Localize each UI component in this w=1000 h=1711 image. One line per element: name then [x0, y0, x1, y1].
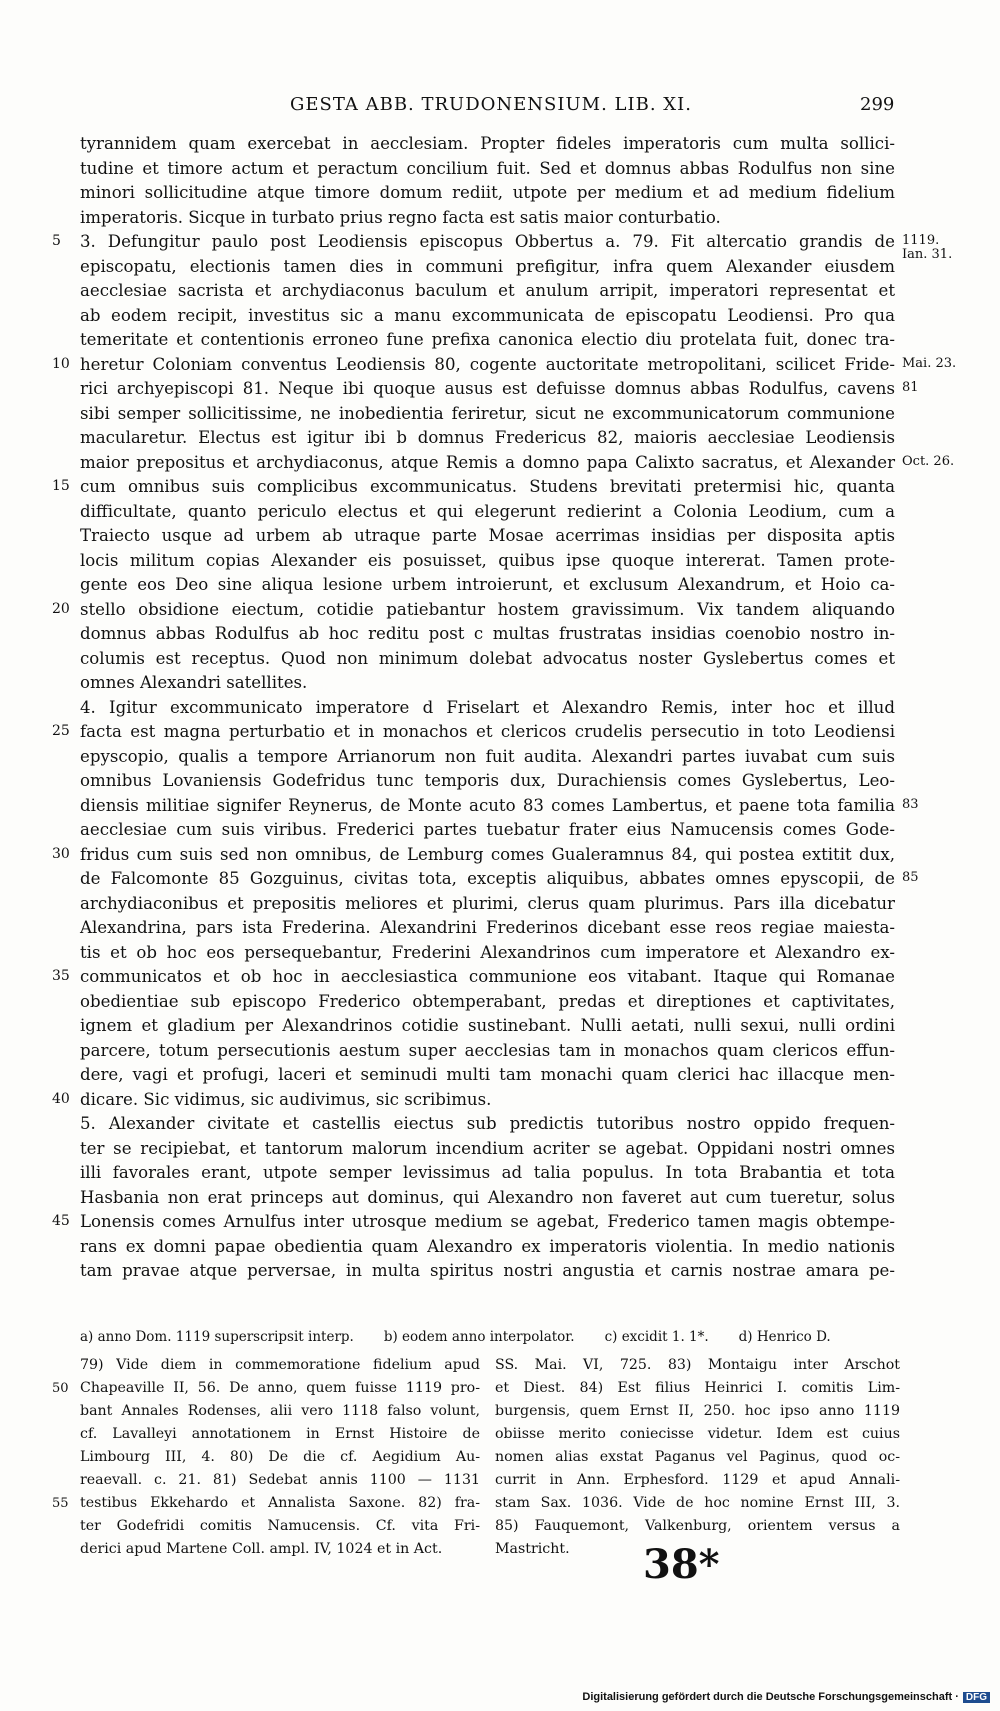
text-line [0, 990, 1000, 1015]
line-text: tyrannidem quam exercebat in aecclesiam. Propter fideles imperatoris cum multa sollici- [80, 134, 895, 153]
margin-note: 85 [902, 870, 919, 885]
main-text [0, 132, 1000, 1284]
line-text: illi favorales erant, utpote semper levissimus ad talia populus. In tota Brabantia et tota [80, 1163, 895, 1182]
line-text: Traiecto usque ad urbem ab utraque parte Mosae acerrimas insidias per disposita aptis [80, 526, 895, 545]
text-line [0, 475, 1000, 500]
text-line [0, 769, 1000, 794]
line-text: epyscopio, qualis a tempore Arrianorum non fuit audita. Alexandri partes iuvabat cum suis [80, 746, 895, 766]
line-number: 55 [52, 1496, 69, 1511]
text-line [0, 1161, 1000, 1186]
text-line [0, 1112, 1000, 1137]
footnote-line [0, 1377, 1000, 1400]
margin-note: Mai. 23. [902, 355, 957, 371]
line-number: 40 [52, 1090, 70, 1107]
text-line [0, 1235, 1000, 1260]
line-number: 25 [52, 723, 70, 739]
line-number: 45 [52, 1213, 70, 1229]
signature-mark: 38* [643, 1541, 720, 1588]
digitization-credit [500, 1691, 990, 1703]
footnote-right-column: currit in Ann. Erphesford. 1129 et apud Annali- [495, 1472, 900, 1488]
text-line [0, 279, 1000, 304]
text-line [0, 328, 1000, 353]
text-line [0, 843, 1000, 868]
line-text: Alexandrina, pars ista Frederina. Alexandrini Frederinos dicebant esse reos regiae maiesta- [80, 918, 895, 937]
margin-note: Oct. 26. [902, 453, 955, 469]
line-text: dere, vagi et profugi, laceri et seminudi multi tam monachi quam clerici hac illacque men- [80, 1065, 895, 1084]
text-line [0, 1014, 1000, 1039]
line-text: locis militum copias Alexander eis posuisset, quibus ipse quoque intererat. Tamen prote- [80, 550, 895, 570]
footnote-line [0, 1423, 1000, 1446]
footnote-left-column: Limbourg III, 4. 80) De die cf. Aegidium Au- [80, 1449, 480, 1465]
footnote-line [0, 1469, 1000, 1492]
line-text: parcere, totum persecutionis aestum super aecclesias tam in monachos quam clericos effun- [80, 1040, 895, 1060]
line-text: ignem et gladium per Alexandrinos cotidie sustinebant. Nulli aetati, nulli sexui, nulli ordini [80, 1016, 895, 1035]
line-text: difficultate, quanto periculo electus et qui elegerunt redierint a Colonia Leodium, cum a [80, 501, 895, 521]
text-line [0, 426, 1000, 451]
line-number: 50 [52, 1381, 69, 1396]
line-text: 3. Defungitur paulo post Leodiensis episcopus Obbertus a. 79. Fit altercatio grandis de [80, 232, 895, 251]
text-line [0, 524, 1000, 549]
line-text: aecclesiae cum suis viribus. Frederici partes tuebatur frater eius Namucensis comes Gode- [80, 820, 895, 839]
text-line [0, 132, 1000, 157]
line-text: rici archyepiscopi 81. Neque ibi quoque ausus est defuisse domnus abbas Rodulfus, cavens [80, 379, 895, 398]
line-text: Lonensis comes Arnulfus inter utrosque medium se agebat, Frederico tamen magis obtempe- [80, 1212, 895, 1231]
text-line [0, 377, 1000, 402]
textual-note: c) excidit 1. 1*. [604, 1329, 709, 1345]
footnote-line [0, 1354, 1000, 1377]
line-text: columis est receptus. Quod non minimum dolebat advocatus noster Gyslebertus comes et [80, 648, 895, 668]
line-text: archydiaconibus et prepositis meliores et plurimi, clerus quam plurimus. Pars illa dicebatur [80, 893, 895, 913]
line-text: cum omnibus suis complicibus excommunicatus. Studens brevitati pretermisi hic, quanta [80, 477, 895, 496]
textual-note: d) Henrico D. [738, 1329, 831, 1345]
line-text: domnus abbas Rodulfus ab hoc reditu post c multas frustratas insidias coenobio nostro in- [80, 624, 895, 643]
text-line [0, 818, 1000, 843]
page-number: 299 [860, 94, 895, 115]
line-text: gente eos Deo sine aliqua lesione urbem introierunt, et exclusum Alexandrum, et Hoio ca- [80, 575, 895, 594]
line-text: obedientiae sub episcopo Frederico obtemperabant, predas et direptiones et captivitates, [80, 991, 895, 1011]
line-text: macularetur. Electus est igitur ibi b domnus Fredericus 82, maioris aecclesiae Leodiensis [80, 428, 895, 447]
margin-note-secondary: Ian. 31. [902, 247, 953, 262]
line-text: ab eodem recipit, investitus sic a manu excommunicata de episcopatu Leodiensi. Pro qua [80, 305, 895, 325]
line-text: de Falcomonte 85 Gozguinus, civitas tota, exceptis aliquibus, abbates omnes epyscopii, de [80, 869, 895, 888]
text-line [0, 647, 1000, 672]
textual-notes [80, 1329, 861, 1345]
line-text: episcopatu, electionis tamen dies in communi prefigitur, infra quem Alexander eiusdem [80, 256, 895, 276]
text-line [0, 671, 1000, 696]
text-line [0, 1210, 1000, 1235]
footnote-left-column: ter Godefridi comitis Namucensis. Cf. vita Fri- [80, 1518, 480, 1534]
credit-text: Digitalisierung gefördert durch die Deutsche Forschungsgemeinschaft · [582, 1691, 959, 1703]
line-text: rans ex domni papae obedientia quam Alexandro ex imperatoris violentia. In medio nationis [80, 1236, 895, 1256]
footnote-right-column: obiisse merito coniecisse videtur. Idem est cuius [495, 1426, 900, 1442]
line-text: diensis militiae signifer Reynerus, de Monte acuto 83 comes Lambertus, et paene tota familia [80, 795, 895, 815]
footnote-line [0, 1492, 1000, 1515]
text-line [0, 1259, 1000, 1284]
running-title: GESTA ABB. TRUDONENSIUM. LIB. XI. [290, 94, 692, 115]
text-line [0, 696, 1000, 721]
text-line [0, 941, 1000, 966]
text-line [0, 230, 1000, 262]
line-text: omnibus Lovaniensis Godefridus tunc temporis dux, Durachiensis comes Gyslebertus, Leo- [80, 771, 895, 790]
text-line [0, 720, 1000, 745]
text-line [0, 598, 1000, 623]
footnote-left-column: 79) Vide diem in commemoratione fidelium apud [80, 1357, 480, 1373]
footnote-line [0, 1538, 1000, 1561]
text-line [0, 353, 1000, 378]
footnote-line [0, 1446, 1000, 1469]
text-line [0, 965, 1000, 990]
footnote-line [0, 1400, 1000, 1423]
line-text: stello obsidione eiectum, cotidie patiebantur hostem gravissimum. Vix tandem aliquando [80, 599, 895, 619]
margin-note: 81 [902, 380, 919, 395]
text-line [0, 1063, 1000, 1088]
line-number: 20 [52, 600, 70, 617]
line-text: dicare. Sic vidimus, sic audivimus, sic scribimus. [80, 1089, 492, 1109]
line-text: minori sollicitudine atque timore domum rediit, utpote per medium et ad medium fidelium [80, 183, 895, 202]
text-line [0, 1137, 1000, 1162]
text-line [0, 157, 1000, 182]
footnote-right-column: nomen alias exstat Paganus vel Paginus, quod oc- [495, 1449, 900, 1465]
line-text: ter se recipiebat, et tantorum malorum incendium acriter se agebat. Oppidani nostri omnes [80, 1138, 895, 1158]
text-line [0, 573, 1000, 598]
line-text: tudine et timore actum et peractum concilium fuit. Sed et domnus abbas Rodulfus non sine [80, 158, 895, 178]
text-line [0, 794, 1000, 819]
text-line [0, 304, 1000, 329]
line-text: maior prepositus et archydiaconus, atque Remis a domno papa Calixto sacratus, et Alexander [80, 452, 895, 472]
footnote-left-column: reaevall. c. 21. 81) Sedebat annis 1100 — 1131 [80, 1472, 480, 1488]
text-line [0, 892, 1000, 917]
line-text: 5. Alexander civitate et castellis eiectus sub predictis tutoribus nostro oppido frequen- [80, 1114, 895, 1133]
text-line [0, 181, 1000, 206]
line-text: communicatos et ob hoc in aecclesiastica communione eos vitabant. Itaque qui Romanae [80, 967, 895, 986]
line-number: 35 [52, 968, 70, 984]
text-line [0, 1186, 1000, 1211]
footnotes [0, 1354, 1000, 1561]
line-text: aecclesiae sacrista et archydiaconus baculum et anulum arripit, imperatori representat et [80, 281, 895, 300]
margin-note: 1119. [902, 233, 940, 248]
text-line [0, 1039, 1000, 1064]
line-text: tam pravae atque perversae, in multa spiritus nostri angustia et carnis nostrae amara pe- [80, 1261, 895, 1280]
textual-note: a) anno Dom. 1119 superscripsit interp. [80, 1329, 354, 1345]
text-line [0, 206, 1000, 231]
text-line [0, 622, 1000, 647]
line-text: temeritate et contentionis erroneo fune prefixa canonica electio diu protelata fuit, donec tra- [80, 330, 895, 349]
running-header [0, 94, 1000, 120]
footnote-left-column: testibus Ekkehardo et Annalista Saxone. 82) fra- [80, 1495, 480, 1511]
line-text: heretur Coloniam conventus Leodiensis 80, cogente auctoritate metropolitani, scilicet Fride- [80, 354, 895, 374]
text-line [0, 916, 1000, 941]
margin-note: 83 [902, 796, 919, 812]
line-text: sibi semper sollicitissime, ne inobedientia feriretur, sicut ne excommunicatorum communione [80, 403, 895, 423]
line-number: 30 [52, 845, 70, 862]
footnote-right-column: burgensis, quem Ernst II, 250. hoc ipso anno 1119 [495, 1403, 900, 1419]
footnote-line [0, 1515, 1000, 1538]
text-line [0, 451, 1000, 476]
line-text: imperatoris. Sicque in turbato prius regno facta est satis maior conturbatio. [80, 207, 721, 227]
footnote-right-column: SS. Mai. VI, 725. 83) Montaigu inter Arschot [495, 1357, 900, 1373]
footnote-right-column: stam Sax. 1036. Vide de hoc nomine Ernst III, 3. [495, 1495, 900, 1511]
text-line [0, 402, 1000, 427]
text-line [0, 1088, 1000, 1113]
text-line [0, 255, 1000, 280]
line-text: omnes Alexandri satellites. [80, 673, 308, 692]
footnote-right-column: Mastricht. [495, 1541, 570, 1557]
dfg-logo-icon: DFG [963, 1692, 990, 1703]
line-text: 4. Igitur excommunicato imperatore d Friselart et Alexandro Remis, inter hoc et illud [80, 697, 895, 717]
text-line [0, 549, 1000, 574]
textual-note: b) eodem anno interpolator. [383, 1329, 575, 1345]
line-number: 15 [52, 478, 70, 494]
footnote-left-column: derici apud Martene Coll. ampl. IV, 1024 et in Act. [80, 1541, 443, 1557]
footnote-right-column: 85) Fauquemont, Valkenburg, orientem versus a [495, 1518, 900, 1534]
footnote-left-column: bant Annales Rodenses, alii vero 1118 falso volunt, [80, 1403, 480, 1419]
line-text: tis et ob hoc eos persequebantur, Frederini Alexandrinos cum imperatore et Alexandro ex- [80, 942, 895, 962]
line-text: fridus cum suis sed non omnibus, de Lemburg comes Gualeramnus 84, qui postea extitit dux, [80, 844, 895, 864]
footnote-left-column: Chapeaville II, 56. De anno, quem fuisse 1119 pro- [80, 1380, 480, 1396]
footnote-right-column: et Diest. 84) Est filius Heinrici I. comitis Lim- [495, 1380, 900, 1396]
line-text: Hasbania non erat princeps aut dominus, qui Alexandro non faveret aut cum tueretur, solus [80, 1187, 895, 1207]
line-number: 10 [52, 355, 70, 372]
text-line [0, 867, 1000, 892]
line-number: 5 [52, 233, 61, 249]
text-line [0, 745, 1000, 770]
line-text: facta est magna perturbatio et in monachos et clericos crudelis persecutio in toto Leodiensi [80, 722, 895, 741]
footnote-left-column: cf. Lavalleyi annotationem in Ernst Histoire de [80, 1426, 480, 1442]
text-line [0, 500, 1000, 525]
